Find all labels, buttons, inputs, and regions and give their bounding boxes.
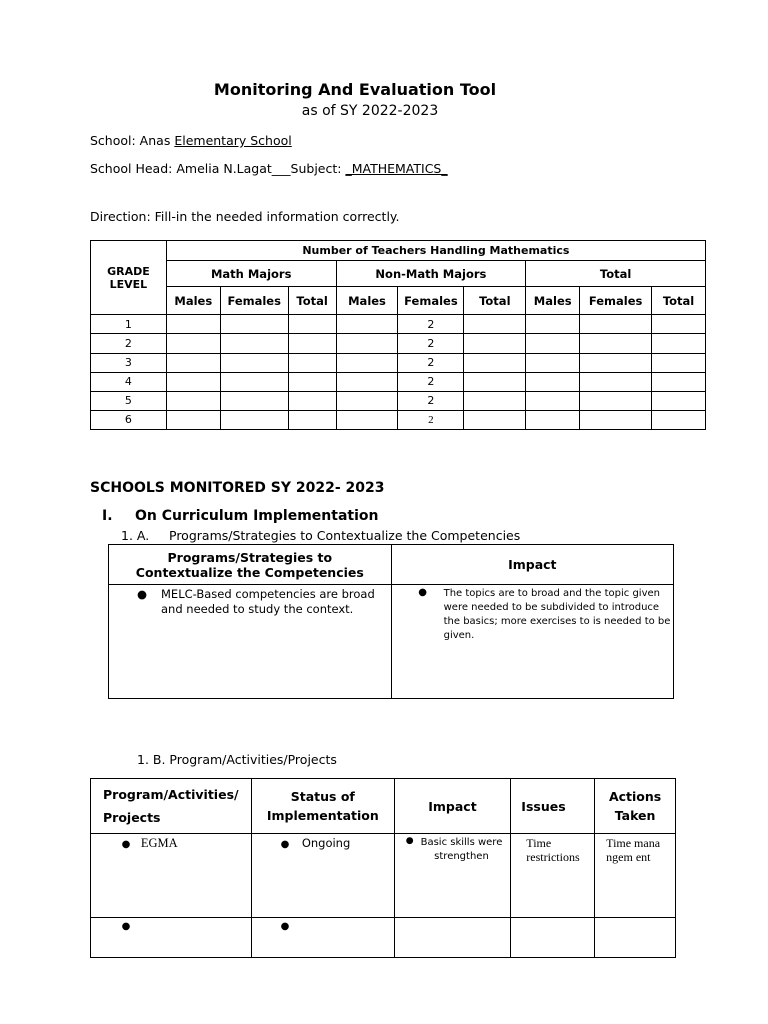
grade-cell: 2 [91,334,167,353]
impact-text: Basic skills were strengthen [420,837,503,862]
bullet-icon: ● [418,587,427,598]
head-line [90,161,448,176]
main-header: Number of Teachers Handling Mathematics [166,241,705,261]
table-row [91,315,706,334]
school-label: School: Anas [90,133,171,148]
bullet-icon: ● [121,839,131,850]
sub-header: Males [336,287,398,315]
strategies-cell [109,585,392,699]
school-line [90,133,292,148]
head-blank: ___ [271,161,291,176]
grade-cell: 6 [91,410,167,429]
bullet-icon: ● [280,921,290,932]
program-text: EGMA [140,836,178,850]
status-cell [251,834,394,918]
section1-number: I. [102,508,113,524]
programs-table [90,778,676,958]
grade-cell: 3 [91,353,167,372]
section1-title: On Curriculum Implementation [135,508,379,524]
subA-number: 1. A. [121,528,150,543]
nonmath-females-cell: 2 [398,372,464,391]
status-text: Ongoing [301,836,351,850]
actions-text: Time manangem ent [595,834,676,918]
group-total: Total [526,261,706,287]
page-subtitle: as of SY 2022-2023 [301,103,439,119]
direction-text: Direction: Fill-in the needed information correctly. [90,209,400,224]
programs-header: Program/Activities/ Projects [91,779,252,834]
issues-header: Issues [511,779,595,834]
group-non-math-majors: Non-Math Majors [336,261,526,287]
subA-title: Programs/Strategies to Contextualize the Competencies [169,528,521,543]
sub-header: Females [220,287,288,315]
subject-value: _MATHEMATICS_ [345,161,448,176]
grade-level-header: GRADE LEVEL [91,241,167,315]
bullet-icon: ● [121,921,131,932]
sub-header: Total [652,287,706,315]
table-row [91,334,706,353]
sub-header: Males [526,287,580,315]
impact-cell [394,834,511,918]
program-cell [91,834,252,918]
table-row [91,834,676,918]
issues-text: Time restrictions [511,834,595,918]
strategies-table [108,544,674,699]
program-cell [91,918,252,958]
nonmath-females-cell: 2 [398,410,464,429]
sub-header: Females [580,287,652,315]
bullet-icon: ● [136,587,148,601]
nonmath-females-cell: 2 [398,334,464,353]
bullet-icon: ● [280,839,290,850]
impact-cell [391,585,673,699]
impact-header: Impact [391,545,673,585]
impact-header: Impact [394,779,511,834]
grade-cell: 4 [91,372,167,391]
table-row [91,918,676,958]
strategies-header: Programs/Strategies to Contextualize the Competencies [109,545,392,585]
head-label: School Head: Amelia N.Lagat [90,161,272,176]
group-math-majors: Math Majors [166,261,336,287]
table-row [91,372,706,391]
strategies-text: MELC-Based competencies are broad and needed to study the context. [161,587,375,616]
table-row [91,353,706,372]
impact-text: The topics are to broad and the topic given were needed to be subdivided to introduce the basics; more exercises to is needed to be given. [443,588,671,641]
table-row [91,391,706,410]
nonmath-females-cell: 2 [398,315,464,334]
grade-cell: 5 [91,391,167,410]
sub-header: Total [288,287,336,315]
schools-monitored-heading: SCHOOLS MONITORED SY 2022- 2023 [90,480,385,496]
actions-header: Actions Taken [595,779,676,834]
grade-cell: 1 [91,315,167,334]
table-row [91,410,706,429]
status-header: Status of Implementation [251,779,394,834]
subB-label: 1. B. Program/Activities/Projects [137,752,337,767]
sub-header: Males [166,287,220,315]
nonmath-females-cell: 2 [398,391,464,410]
teachers-table [90,240,706,430]
status-cell [251,918,394,958]
page-title: Monitoring And Evaluation Tool [213,80,497,99]
sub-header: Females [398,287,464,315]
subject-label: Subject: [290,161,342,176]
sub-header: Total [464,287,526,315]
nonmath-females-cell: 2 [398,353,464,372]
school-value: Elementary School [174,133,292,148]
bullet-icon: ● [405,836,414,846]
